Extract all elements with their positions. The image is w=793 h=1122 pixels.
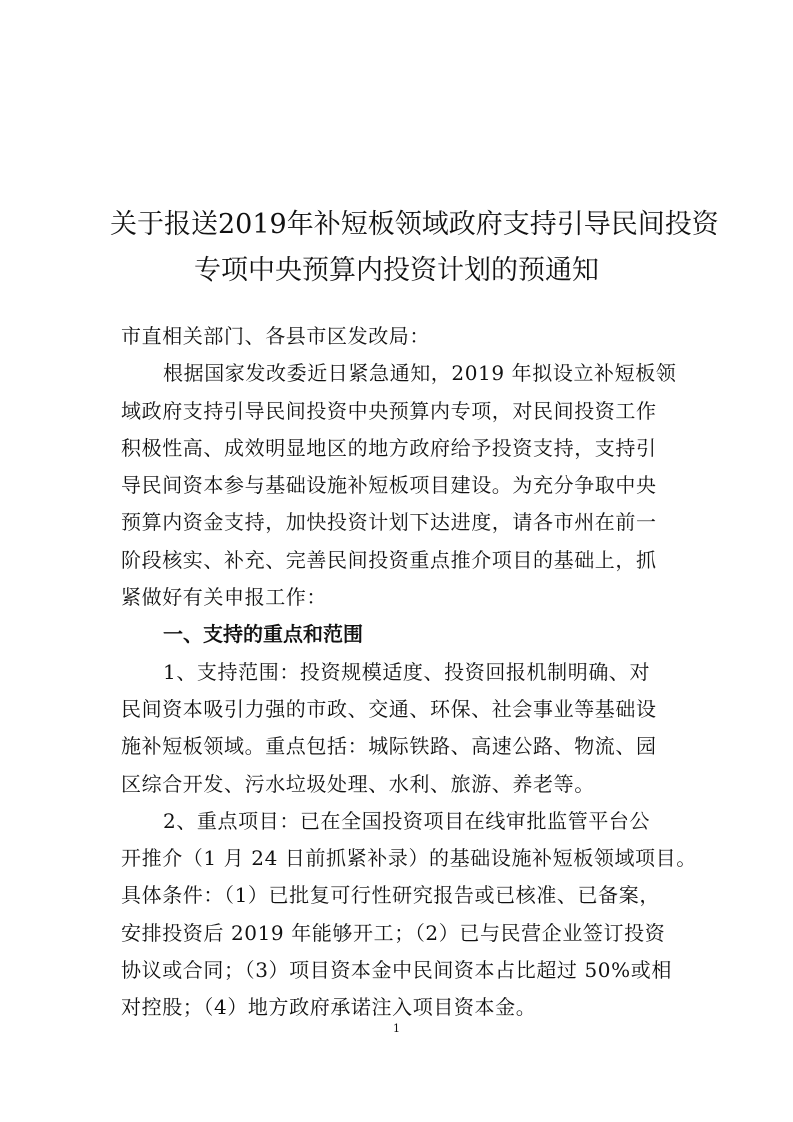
document-body	[121, 318, 697, 1027]
text-line: 阶段核实、补充、完善民间投资重点推介项目的基础上，抓	[121, 547, 657, 572]
text-line: 区综合开发、污水垃圾处理、水利、旅游、养老等。	[121, 771, 595, 796]
salutation: 市直相关部门、各县市区发改局：	[121, 324, 430, 348]
text-line: 预算内资金支持，加快投资计划下达进度，请各市州在前一	[121, 510, 657, 535]
intro-paragraph	[121, 355, 681, 616]
title-line-1: 关于报送2019年补短板领域政府支持引导民间投资	[110, 209, 719, 240]
section-heading: 一、支持的重点和范围	[163, 622, 363, 647]
text-line: 施补短板领域。重点包括：城际铁路、高速公路、物流、园	[121, 734, 657, 759]
text-line: 导民间资本参与基础设施补短板项目建设。为充分争取中央	[121, 473, 657, 498]
key-projects-paragraph	[121, 803, 697, 1027]
text-line: 具体条件：（1）已批复可行性研究报告或已核准、已备案，	[121, 883, 660, 908]
text-line: 域政府支持引导民间投资中央预算内专项，对民间投资工作	[121, 398, 657, 423]
text-line: 开推介（1 月 24 日前抓紧补录）的基础设施补短板领域项目。	[121, 846, 697, 871]
text-line: 民间资本吸引力强的市政、交通、环保、社会事业等基础设	[121, 696, 657, 721]
title-line-2: 专项中央预算内投资计划的预通知	[194, 255, 599, 286]
page-number: 1	[393, 1022, 400, 1035]
text-line: 根据国家发改委近日紧急通知，2019 年拟设立补短板领	[163, 361, 677, 386]
text-line: 协议或合同；（3）项目资本金中民间资本占比超过 50%或相	[121, 958, 672, 983]
document-title	[110, 202, 719, 294]
text-line: 对控股；（4）地方政府承诺注入项目资本金。	[121, 995, 537, 1020]
text-line: 紧做好有关申报工作：	[121, 585, 327, 610]
text-line: 积极性高、成效明显地区的地方政府给予投资支持，支持引	[121, 435, 657, 460]
scope-paragraph	[121, 654, 681, 803]
text-line: 安排投资后 2019 年能够开工；（2）已与民营企业签订投资	[121, 920, 666, 945]
text-line: 1、支持范围：投资规模适度、投资回报机制明确、对	[163, 659, 651, 684]
text-line: 2、重点项目：已在全国投资项目在线审批监管平台公	[163, 808, 651, 833]
